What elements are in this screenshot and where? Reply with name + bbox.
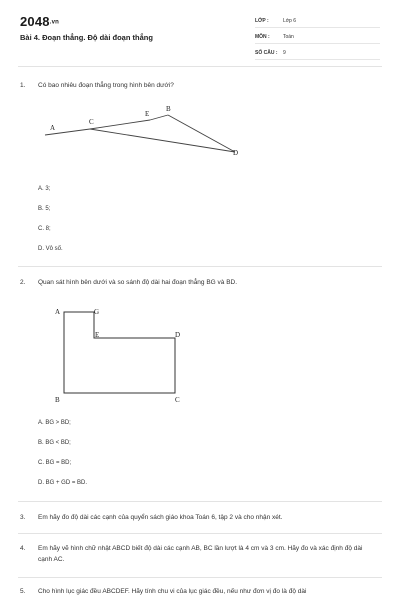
question-number: 1.	[20, 82, 26, 89]
label-b: B	[55, 396, 60, 404]
figure-segments	[0, 95, 400, 175]
option[interactable]: C. 8;	[38, 226, 51, 232]
label-e: E	[145, 110, 150, 118]
option[interactable]: B. 5;	[38, 206, 51, 212]
question-text: Em hãy đo độ dài các cạnh của quyển sách giáo khoa Toán 6, tập 2 và cho nhận xét.	[38, 514, 283, 521]
question-divider	[18, 533, 382, 534]
l-shape-outline	[64, 312, 175, 393]
meta-value: Toán	[283, 34, 294, 40]
label-d: D	[233, 149, 239, 157]
label-a: A	[50, 124, 56, 132]
segment-ce	[90, 120, 150, 129]
label-c: C	[89, 118, 94, 126]
question-text: Quan sát hình bên dưới và so sánh độ dài hai đoạn thẳng BG và BD.	[38, 279, 238, 286]
label-b: B	[166, 105, 171, 113]
option[interactable]: A. BG > BD;	[38, 420, 71, 426]
metadata-panel	[255, 15, 380, 63]
question-divider	[18, 501, 382, 502]
meta-label: SỐ CÂU :	[255, 50, 278, 56]
brand-name: 2048	[20, 14, 50, 29]
label-e: E	[95, 331, 100, 339]
brand-tld: .vn	[49, 19, 60, 26]
label-a: A	[55, 308, 61, 316]
question-5	[20, 586, 306, 597]
option[interactable]: D. BG + GD = BD.	[38, 480, 88, 486]
label-g: G	[94, 308, 100, 316]
question-text: Em hãy vẽ hình chữ nhật ABCD biết độ dài các cạnh AB, BC lần lượt là 4 cm và 3 cm. Hãy đo và xác định độ dài cạnh AC.	[38, 545, 363, 563]
question-3	[20, 512, 283, 523]
question-number: 5.	[20, 588, 26, 595]
document-title: Bài 4. Đoạn thẳng. Độ dài đoạn thẳng	[20, 33, 153, 42]
question-number: 2.	[20, 279, 26, 286]
option[interactable]: A. 3;	[38, 186, 51, 192]
question-divider	[18, 577, 382, 578]
option[interactable]: B. BG < BD;	[38, 440, 71, 446]
question-2	[20, 277, 237, 288]
label-c: C	[175, 396, 180, 404]
option[interactable]: C. BG = BD;	[38, 460, 72, 466]
brand-logo[interactable]	[20, 14, 59, 29]
meta-row-class	[255, 15, 380, 28]
meta-value: 9	[283, 50, 286, 56]
question-divider	[18, 266, 382, 267]
question-4	[20, 543, 370, 565]
meta-row-count	[255, 47, 380, 60]
question-text: Cho hình lục giác đều ABCDEF. Hãy tính chu vi của lục giác đều, nếu như đơn vị đo là độ dài	[38, 588, 307, 595]
figure-shape	[0, 300, 400, 410]
meta-row-subject	[255, 31, 380, 44]
question-1	[20, 80, 174, 91]
question-number: 4.	[20, 545, 26, 552]
question-number: 3.	[20, 514, 26, 521]
header-divider	[18, 66, 382, 67]
label-d: D	[175, 331, 181, 339]
meta-value: Lớp 6	[283, 18, 297, 24]
meta-label: LỚP :	[255, 18, 269, 24]
segment-eb	[150, 115, 168, 120]
meta-label: MÔN :	[255, 34, 270, 40]
question-text: Có bao nhiêu đoạn thẳng trong hình bên dưới?	[38, 82, 174, 89]
option[interactable]: D. Vô số.	[38, 246, 63, 252]
